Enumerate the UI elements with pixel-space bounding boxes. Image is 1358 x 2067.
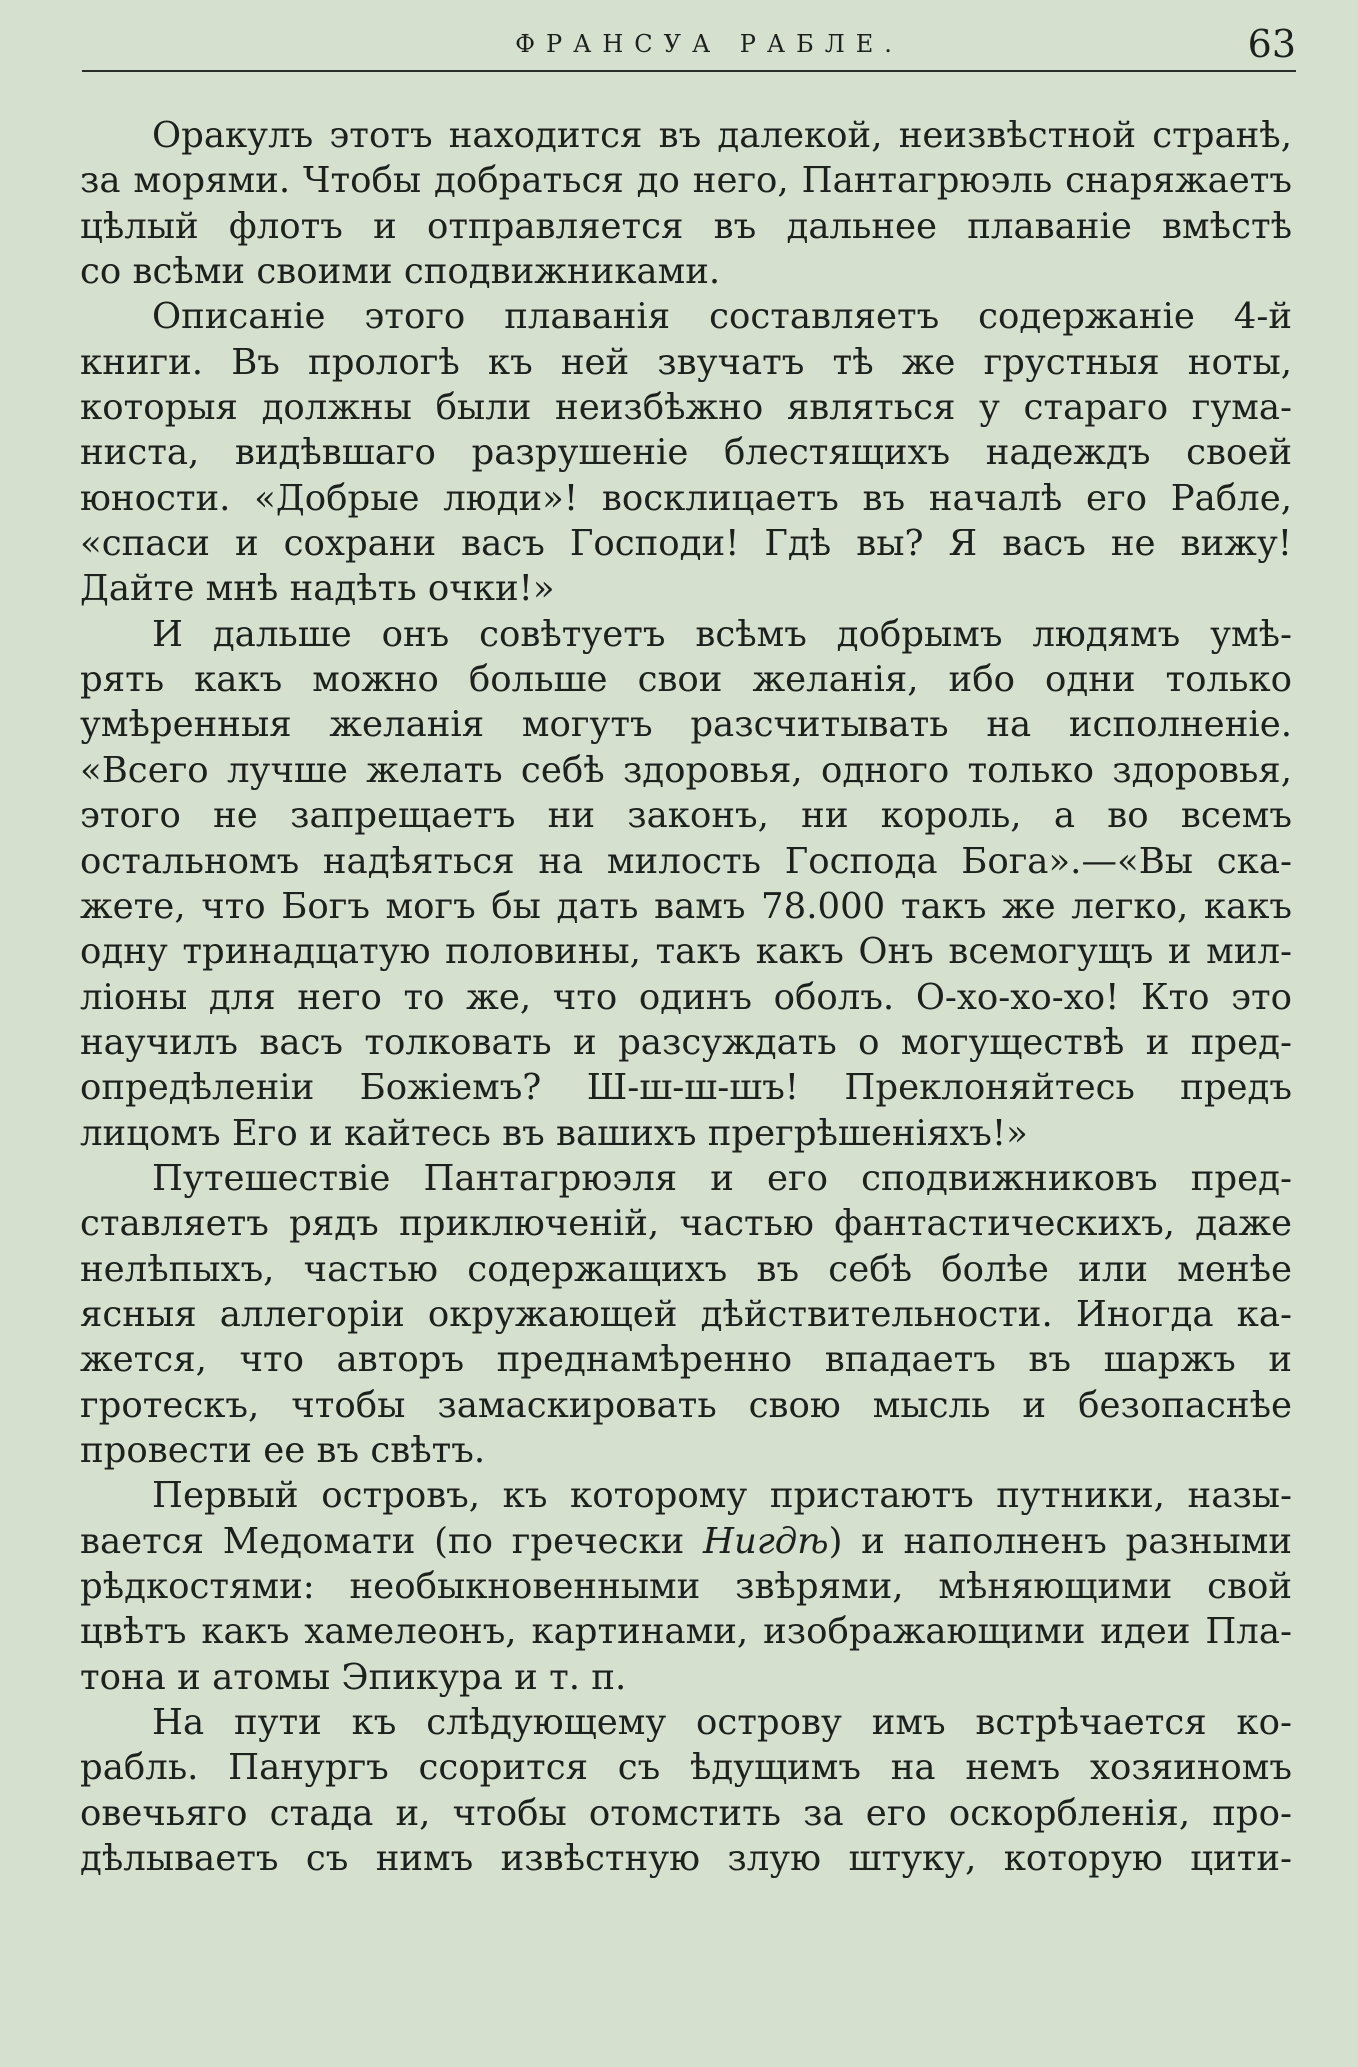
paragraph-5 — [80, 1473, 1292, 1700]
text-line: остальномъ надѣяться на милость Господа Бога».—«Вы ска- — [80, 840, 1292, 882]
page-number: 63 — [1247, 22, 1296, 66]
text-line: опредѣленiи Божiемъ? Ш-ш-ш-шъ! Преклоняйтесь предъ — [80, 1067, 1292, 1109]
text-line: «Всего лучше желать себѣ здоровья, одного только здоровья, — [80, 749, 1292, 791]
paragraph-4 — [80, 1156, 1292, 1473]
text-line: лицомъ Его и кайтесь въ вашихъ прегрѣшенiяхъ!» — [80, 1112, 1028, 1154]
paragraph-6 — [80, 1700, 1292, 1881]
text-line: одну тринадцатую половины, такъ какъ Онъ всемогущъ и мил- — [80, 931, 1292, 973]
text-line: рять какъ можно больше свои желанiя, ибо одни только — [80, 659, 1292, 701]
text-line: умѣренныя желанiя могутъ разсчитывать на исполненiе. — [80, 704, 1292, 746]
text-line: «спаси и сохрани васъ Господи! Гдѣ вы? Я васъ не вижу! — [80, 523, 1292, 565]
italic-word: Нигдѣ — [703, 1520, 829, 1562]
text-line: за морями. Чтобы добраться до него, Пантагрюэль снаряжаетъ — [80, 160, 1292, 202]
running-title: ФРАНСУА РАБЛЕ. — [515, 30, 903, 58]
text-line: Дайте мнѣ надѣть очки!» — [80, 568, 555, 610]
text-line: гротескъ, чтобы замаскировать свою мысль и безопаснѣе — [80, 1384, 1292, 1426]
text-line: которыя должны были неизбѣжно являться у стараго гума- — [80, 387, 1292, 429]
text-line: ставляетъ рядъ приключенiй, частью фантастическихъ, даже — [80, 1203, 1292, 1245]
text-line: рабль. Панургъ ссорится съ ѣдущимъ на немъ хозяиномъ — [80, 1747, 1292, 1789]
text-line: этого не запрещаетъ ни законъ, ни король, а во всемъ — [80, 795, 1292, 837]
text-line: Путешествiе Пантагрюэля и его сподвижниковъ пред- — [152, 1157, 1292, 1199]
text-line: тона и атомы Эпикура и т. п. — [80, 1656, 627, 1698]
text-run: ) и наполненъ разными — [828, 1520, 1292, 1562]
text-line: цѣлый флотъ и отправляется въ дальнее плаванiе вмѣстѣ — [80, 205, 1292, 247]
text-line: провести ее въ свѣтъ. — [80, 1429, 486, 1471]
text-line: ниста, видѣвшаго разрушенiе блестящихъ надеждъ своей — [80, 432, 1292, 474]
text-line: ясныя аллегорiи окружающей дѣйствительности. Иногда ка- — [80, 1293, 1292, 1335]
text-line: Оракулъ этотъ находится въ далекой, неизвѣстной странѣ, — [152, 115, 1292, 156]
text-line: На пути къ слѣдующему острову имъ встрѣчается ко- — [152, 1702, 1292, 1744]
text-line: жется, что авторъ преднамѣренно впадаетъ въ шаржъ и — [80, 1339, 1292, 1381]
text-line: цвѣтъ какъ хамелеонъ, картинами, изображающими идеи Пла- — [80, 1611, 1292, 1653]
text-line: нелѣпыхъ, частью содержащихъ въ себѣ болѣе или менѣе — [80, 1248, 1292, 1290]
text-line: дѣлываетъ съ нимъ извѣстную злую штуку, которую цити- — [80, 1838, 1292, 1880]
text-line: жете, что Богъ могъ бы дать вамъ 78.000 такъ же легко, какъ — [80, 885, 1292, 927]
text-line: овечьяго стада и, чтобы отомстить за его оскорбленiя, про- — [80, 1792, 1292, 1834]
text-line: рѣдкостями: необыкновенными звѣрями, мѣняющими свой — [80, 1566, 1292, 1607]
text-line: И дальше онъ совѣтуетъ всѣмъ добрымъ людямъ умѣ- — [152, 613, 1292, 655]
paragraph-3 — [80, 612, 1292, 1156]
running-head — [82, 22, 1296, 74]
text-line — [80, 1519, 1292, 1564]
text-line: лiоны для него то же, что одинъ оболъ. О-хо-хо-хо! Кто это — [80, 976, 1292, 1018]
text-run: вается Медомати (по гречески — [80, 1520, 703, 1562]
text-line: со всѣми своими сподвижниками. — [80, 251, 721, 293]
text-line: Описанiе этого плаванiя составляетъ содержанiе 4-й — [152, 296, 1292, 338]
paragraph-1 — [80, 113, 1292, 294]
text-line: юности. «Добрые люди»! восклицаетъ въ началѣ его Рабле, — [80, 477, 1292, 519]
header-rule — [82, 70, 1296, 72]
text-line: научилъ васъ толковать и разсуждать о могуществѣ и пред- — [80, 1021, 1292, 1063]
paragraph-2 — [80, 294, 1292, 611]
body-text — [80, 113, 1292, 1881]
text-line: Первый островъ, къ которому пристаютъ путники, назы- — [152, 1475, 1292, 1517]
text-line: книги. Въ прологѣ къ ней звучатъ тѣ же грустныя ноты, — [80, 341, 1292, 383]
